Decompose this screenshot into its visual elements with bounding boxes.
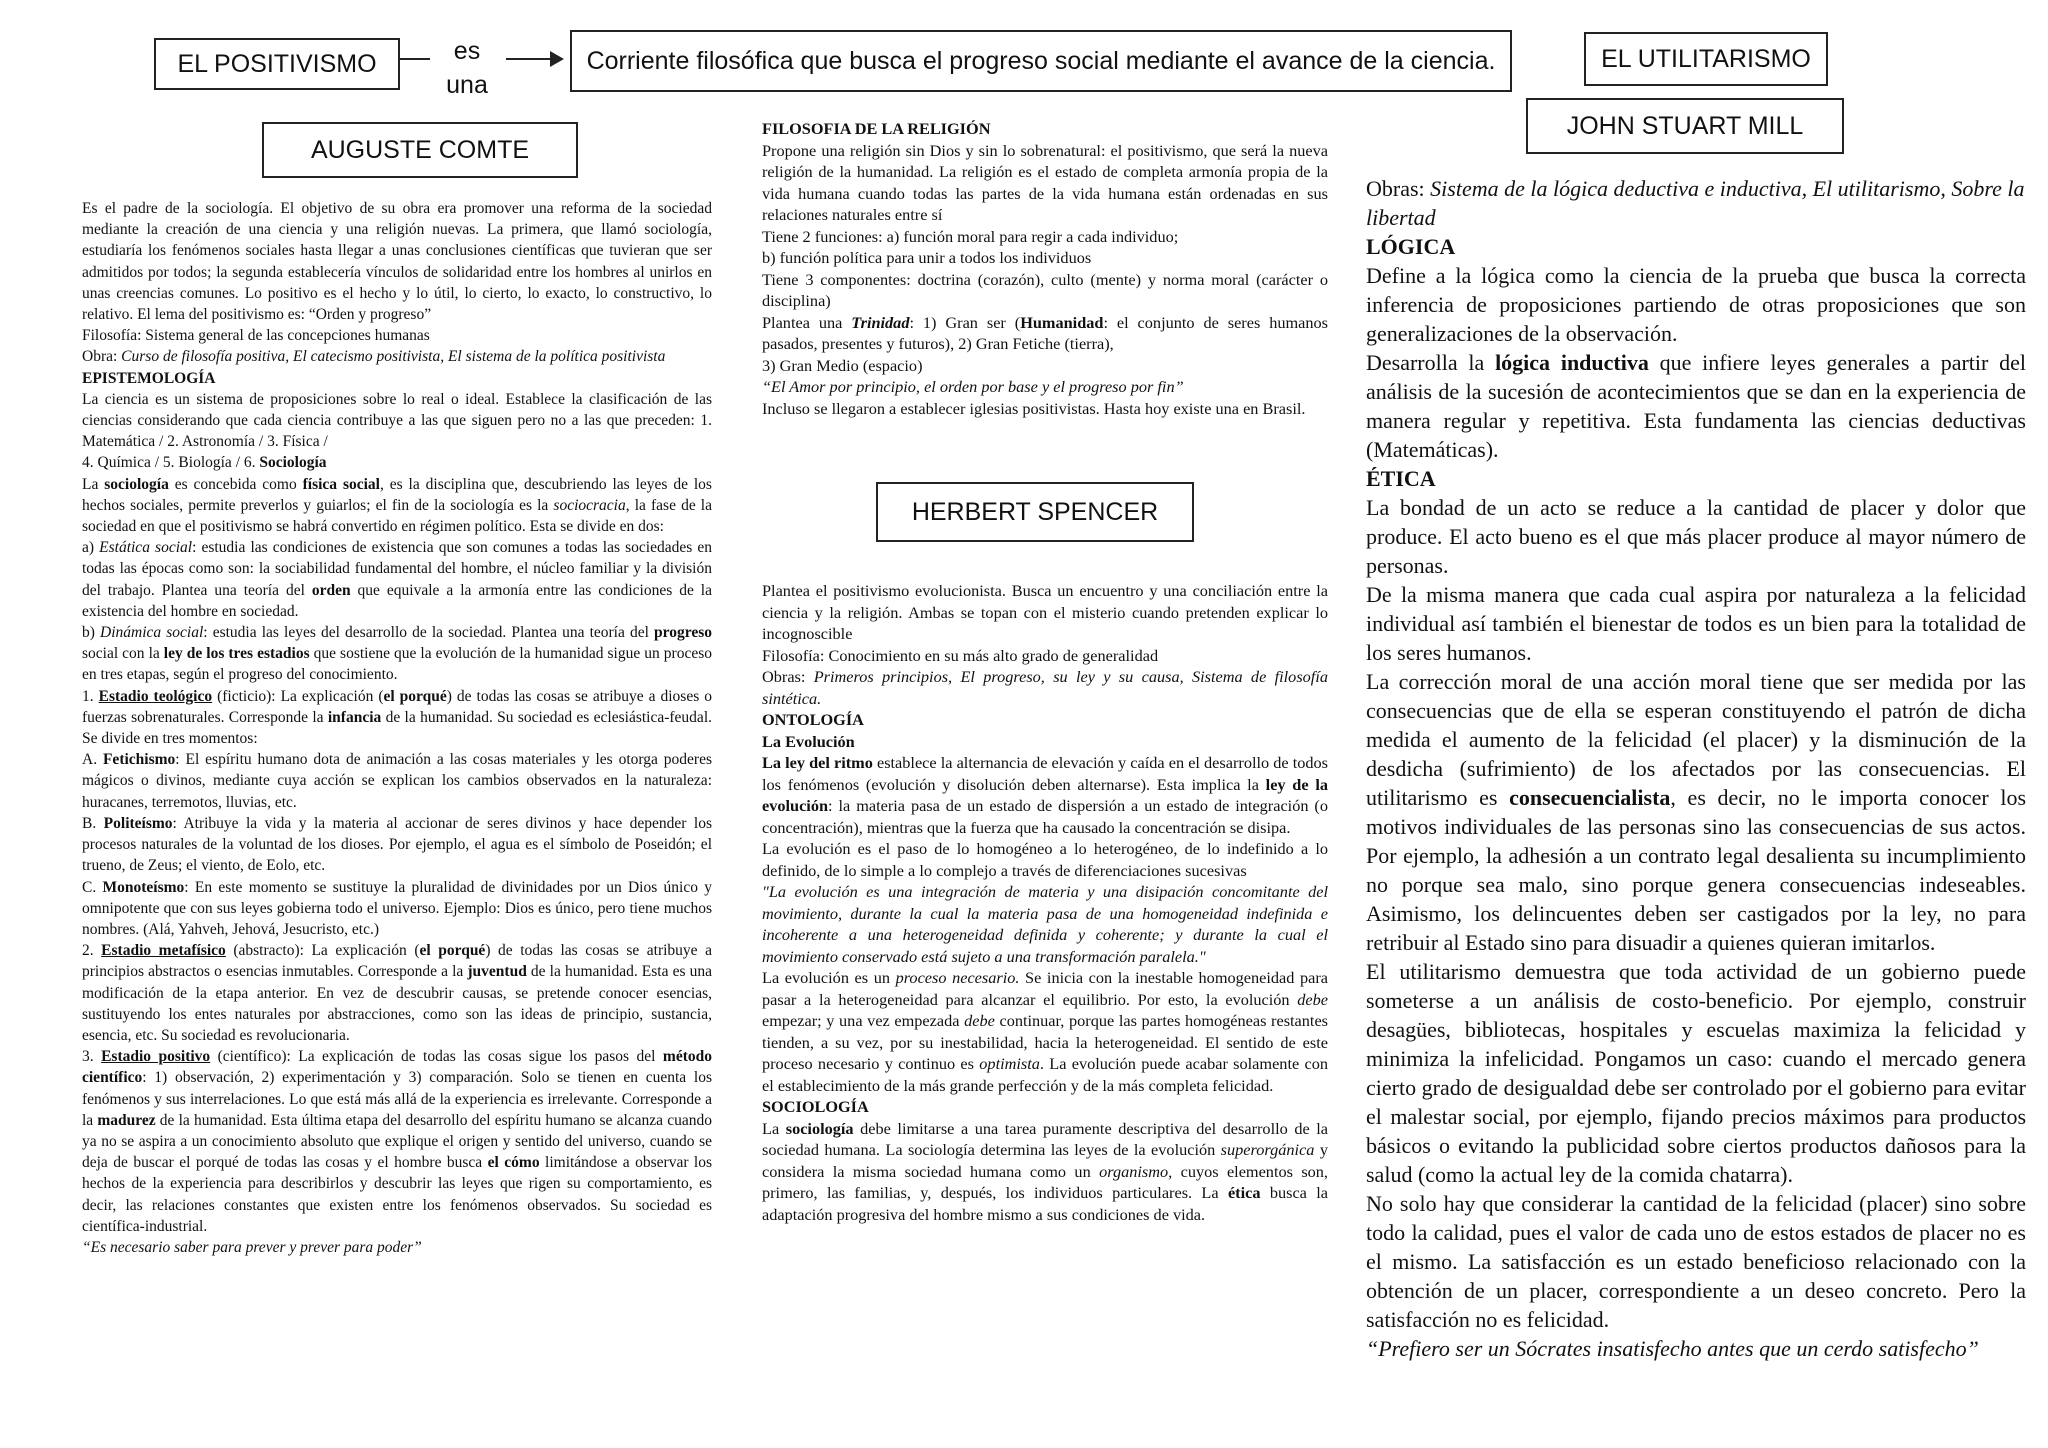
religion-gran-medio: 3) Gran Medio (espacio) (762, 355, 923, 375)
sociologia-def: La sociología es concebida como física social, es la disciplina que, descubriendo las leyes de los hechos sociales, permite preverlos y guiarlos; el fin de la sociología es la sociocracia, la fase de la sociedad en que el positivismo se habrá convertido en régimen político. Esta se divide en dos: (82, 475, 712, 536)
religion-p1: Propone una religión sin Dios y sin lo sobrenatural: el positivismo, que será la nueva religión de la humanidad. La religión es el estado de completa armonía propia de la vida humana cuando todas las partes de la vida humana están ordenadas en sus relaciones naturales entre sí (762, 140, 1328, 224)
politeismo: B. Politeísmo: Atribuye la vida y la materia al accionar de seres divinos y hace depender los procesos naturales de la voluntad de los dioses. Por ejemplo, el agua es el símbolo de Poseidón; el trueno, de Zeus; el viento, de Eolo, etc. (82, 814, 712, 875)
spencer-obras: Obras: Primeros principios, El progreso, su ley y su causa, Sistema de filosofía sintética. (762, 667, 1328, 708)
logica-p1: Define a la lógica como la ciencia de la prueba que busca la correcta inferencia de proposiciones partiendo de otras proposiciones que son generalizaciones de la observación. (1366, 263, 2026, 346)
evolucion-heading: La Evolución (762, 731, 855, 751)
epistemologia-heading: EPISTEMOLOGÍA (82, 369, 216, 387)
mill-column (1366, 174, 2026, 1363)
fetichismo: A. Fetichismo: El espíritu humano dota de animación a las cosas materiales y les otorga poderes mágicos o divinos, mediante cuya acción se explican los cambios observados en la naturaleza: huracanes, terremotos, lluvias, etc. (82, 751, 712, 811)
mill-obras: Obras: Sistema de la lógica deductiva e inductiva, El utilitarismo, Sobre la libertad (1366, 176, 2025, 230)
spencer-title: HERBERT SPENCER (911, 497, 1159, 526)
positivismo-box (154, 38, 400, 90)
spencer-sociologia: La sociología debe limitarse a una tarea puramente descriptiva del desarrollo de la sociedad humana. La sociología determina las leyes de la evolución superorgánica y considera la misma sociedad humana como un organismo, cuyos elementos son, primero, las familias, y, después, los individuos particulares. La ética busca la adaptación progresiva del hombre mismo a sus condiciones de vida. (762, 1118, 1329, 1224)
religion-p2: Tiene 2 funciones: a) función moral para regir a cada individuo; (762, 226, 1179, 246)
ontologia-heading: ONTOLOGÍA (762, 710, 864, 729)
religion-trinidad: Plantea una Trinidad: 1) Gran ser (Humanidad: el conjunto de seres humanos pasados, presentes y futuros), 2) Gran Fetiche (tierra), (762, 312, 1328, 353)
dinamica-social: b) Dinámica social: estudia las leyes del desarrollo de la sociedad. Plantea una teoría del progreso social con la ley de los tres estadios que sostiene que la evolución de la humanidad sigue un proceso en tres etapas, según el progreso del conocimiento. (82, 624, 712, 684)
religion-column (762, 118, 1328, 419)
mill-box (1526, 98, 1844, 154)
comte-quote: “Es necesario saber para prever y prever para poder” (82, 1238, 422, 1256)
comte-filosofia: Filosofía: Sistema general de las concepciones humanas (82, 327, 430, 345)
religion-p4: Tiene 3 componentes: doctrina (corazón), culto (mente) y norma moral (carácter o disciplina) (762, 269, 1328, 310)
definicion-text: Corriente filosófica que busca el progreso social mediante el avance de la ciencia. (586, 46, 1496, 75)
positivismo-title: EL POSITIVISMO (177, 49, 377, 78)
spencer-column (762, 580, 1328, 1225)
religion-p3: b) función política para unir a todos los individuos (762, 248, 1092, 267)
mill-quote: “Prefiero ser un Sócrates insatisfecho antes que un cerdo satisfecho” (1366, 1336, 1979, 1361)
utilitarismo-box (1584, 32, 1828, 86)
etica-heading: ÉTICA (1366, 466, 1436, 491)
etica-p5: No solo hay que considerar la cantidad de la felicidad (placer) sino sobre todo la calidad, pues el valor de cada uno de estos estados de placer no es el mismo. La satisfacción es un estado beneficioso relacionado con la obtención de un placer, correspondiente a un deseo concreto. Pero la satisfacción no es felicidad. (1366, 1191, 2026, 1332)
arrow-icon (506, 58, 552, 60)
religion-heading: FILOSOFIA DE LA RELIGIÓN (762, 119, 991, 138)
spencer-sociologia-heading: SOCIOLOGÍA (762, 1097, 869, 1116)
spencer-filosofia: Filosofía: Conocimiento en su más alto grado de generalidad (762, 645, 1159, 665)
comte-column (82, 198, 712, 1258)
etica-p1: La bondad de un acto se reduce a la cantidad de placer y dolor que produce. El acto bueno es el que más placer produce al mayor número de personas. (1366, 495, 2026, 578)
proceso-necesario: La evolución es un proceso necesario. Se inicia con la inestable homogeneidad para pasar a la heterogeneidad para alcanzar el equilibrio. Por esto, la evolución debe empezar; y una vez empezada debe continuar, porque las partes homogéneas restantes tienden, a su vez, por su inestabilidad, hacia la heterogeneidad. El sentido de este proceso necesario y continuo es optimista. La evolución puede acabar solamente con el establecimiento de la más grande perfección y de la más completa felicidad. (762, 968, 1329, 1095)
etica-p4: El utilitarismo demuestra que toda actividad de un gobierno puede someterse a un análisis de costo-beneficio. Por ejemplo, construir desagües, bibliotecas, hospitales y escuelas maximiza la felicidad y minimiza la infelicidad. Pongamos un caso: cuando el mercado genera cierto grado de desigualdad debe ser controlado por el gobierno para evitar el malestar social, por ejemplo, fijando precios máximos para productos básicos o evitando la publicidad sobre ciertos productos dañosos para la salud (como la actual ley de la comida chatarra). (1366, 959, 2026, 1187)
epistemologia-p2: 4. Química / 5. Biología / 6. Sociología (82, 454, 327, 472)
spencer-p2: La evolución es el paso de lo homogéneo a lo heterogéneo, de lo indefinido a lo definido, de lo simple a lo complejo a través de diferenciaciones sucesivas (762, 839, 1328, 880)
una-label: una (446, 71, 488, 99)
etica-p2: De la misma manera que cada cual aspira por naturaleza a la felicidad individual así también el bienestar de todos es un bien para la totalidad de los seres humanos. (1366, 582, 2026, 665)
logica-p2: Desarrolla la lógica inductiva que infiere leyes generales a partir del análisis de la sucesión de acontecimientos que se dan en la experiencia de manera regular y repetitiva. Esta fundamenta las ciencias deductivas (Matemáticas). (1366, 350, 2027, 462)
religion-p5: Incluso se llegaron a establecer iglesias positivistas. Hasta hoy existe una en Brasil. (762, 398, 1306, 418)
religion-quote: “El Amor por principio, el orden por base y el progreso por fin” (762, 377, 1184, 396)
mill-title: JOHN STUART MILL (1566, 111, 1804, 140)
es-una-label (432, 34, 502, 102)
definicion-box (570, 30, 1512, 92)
arrow-head-icon (550, 51, 564, 67)
utilitarismo-title: EL UTILITARISMO (1601, 44, 1811, 73)
spencer-p1: Plantea el positivismo evolucionista. Busca un encuentro y una conciliación entre la ciencia y la religión. Ambas se topan con el misterio cuando pretenden explicar lo incognoscible (762, 581, 1328, 643)
comte-obra: Obra: Curso de filosofía positiva, El catecismo positivista, El sistema de la política positivista (82, 348, 666, 366)
monoteismo: C. Monoteísmo: En este momento se sustituye la pluralidad de divinidades por un Dios único y omnipotente que con sus leyes gobierna todo el universo. Ejemplo: Dios es único, pero tiene muchos nombres. (Alá, Yahveh, Jehová, Jesucristo, etc.) (82, 878, 712, 938)
estadio-metafisico: 2. Estadio metafísico (abstracto): La explicación (el porqué) de todas las cosas se atribuye a principios abstractos o esencias inmutables. Corresponde a la juventud de la humanidad. Esta es una modificación de la etapa anterior. En vez de descubrir causas, se pretende conocer esencias, sustituyendo los entes naturales por abstracciones, como son las ideas de principio, sustancia, esencia, etc. Su sociedad es revolucionaria. (82, 942, 712, 1044)
epistemologia-p1: La ciencia es un sistema de proposiciones sobre lo real o ideal. Establece la clasificación de las ciencias considerando que cada ciencia contribuye a las que siguen pero no a las que preceden: 1. Matemática / 2. Astronomía / 3. Física / (82, 390, 712, 451)
spencer-box (876, 482, 1194, 542)
estadio-teologico: 1. Estadio teológico (ficticio): La explicación (el porqué) de todas las cosas se atribuye a dioses o fuerzas sobrenaturales. Corresponde la infancia de la humanidad. Su sociedad es eclesiástica-feudal. Se divide en tres momentos: (82, 687, 712, 748)
estatica-social: a) Estática social: estudia las condiciones de existencia que son comunes a todas las sociedades en todas las épocas como son: la sociabilidad fundamental del hombre, el núcleo familiar y la división del trabajo. Plantea una teoría del orden que equivale a la armonía entre las condiciones de la existencia del hombre en sociedad. (82, 539, 712, 620)
comte-box (262, 122, 578, 178)
estadio-positivo: 3. Estadio positivo (científico): La explicación de todas las cosas sigue los pasos del método científico: 1) observación, 2) experimentación y 3) comparación. Solo se tienen en cuenta los fenómenos y sus interrelaciones. Lo que está más allá de la experiencia es irrelevante. Corresponde a la madurez de la humanidad. Esta última etapa del desarrollo del espíritu humano se alcanza cuando ya no se aspira a un conocimiento absoluto que explique el origen y sentido del universo, cuando se deja de buscar el porqué de todas las cosas y el hombre busca el cómo limitándose a observar los hechos de la experiencia para describirlos y descubrir las leyes que rigen su comportamiento, es decir, las relaciones constantes que existen entre los fenómenos observados. Su sociedad es científica-industrial. (82, 1048, 713, 1235)
connector-line (400, 58, 430, 60)
etica-p3: La corrección moral de una acción moral tiene que ser medida por las consecuencias que de ella se esperan constituyendo el patrón de dicha medida el aumento de la felicidad (el placer) y la disminución de la desdicha (sufrimiento) de los afectados por las consecuencias. El utilitarismo es consecuencialista, es decir, no le importa conocer los motivos individuales de las personas sino las consecuencias de sus actos. Por ejemplo, la adhesión a un contrato legal desalienta su incumplimiento no porque sea malo, sino porque genera consecuencias indeseables. Asimismo, los delincuentes deben ser castigados por la ley, no para retribuir al Estado sino para disuadir a quienes quieran imitarlos. (1366, 669, 2026, 955)
logica-heading: LÓGICA (1366, 234, 1456, 259)
comte-intro: Es el padre de la sociología. El objetivo de su obra era promover una reforma de la sociedad mediante la creación de una ciencia y una religión nuevas. La primera, que llamó sociología, estudiaría los fenómenos sociales hasta llegar a unas conclusiones científicas que tuvieran que ser admitidos por todos; la segunda establecería vínculos de solidaridad entre los hombres al unirlos en unas creencias comunes. Lo positivo es el hecho y lo útil, lo cierto, lo exacto, lo constructivo, lo relativo. El lema del positivismo es: “Orden y progreso” (82, 200, 712, 324)
es-label: es (453, 37, 481, 65)
comte-title: AUGUSTE COMTE (310, 135, 530, 164)
ley-del-ritmo: La ley del ritmo establece la alternancia de elevación y caída en el desarrollo de todos los fenómenos (evolución y disolución deben alternarse). Esta implica la ley de la evolución: la materia pasa de un estado de dispersión a un estado de integración (o concentración), mientras que la fuerza que ha causado la concentración se disipa. (762, 753, 1328, 837)
spencer-quote: "La evolución es una integración de materia y una disipación concomitante del movimiento, durante la cual la materia pasa de una homogeneidad indefinida e incoherente a una heterogeneidad definida y coherente; y durante la cual el movimiento conservado está sujeto a una transformación paralela." (762, 882, 1328, 966)
